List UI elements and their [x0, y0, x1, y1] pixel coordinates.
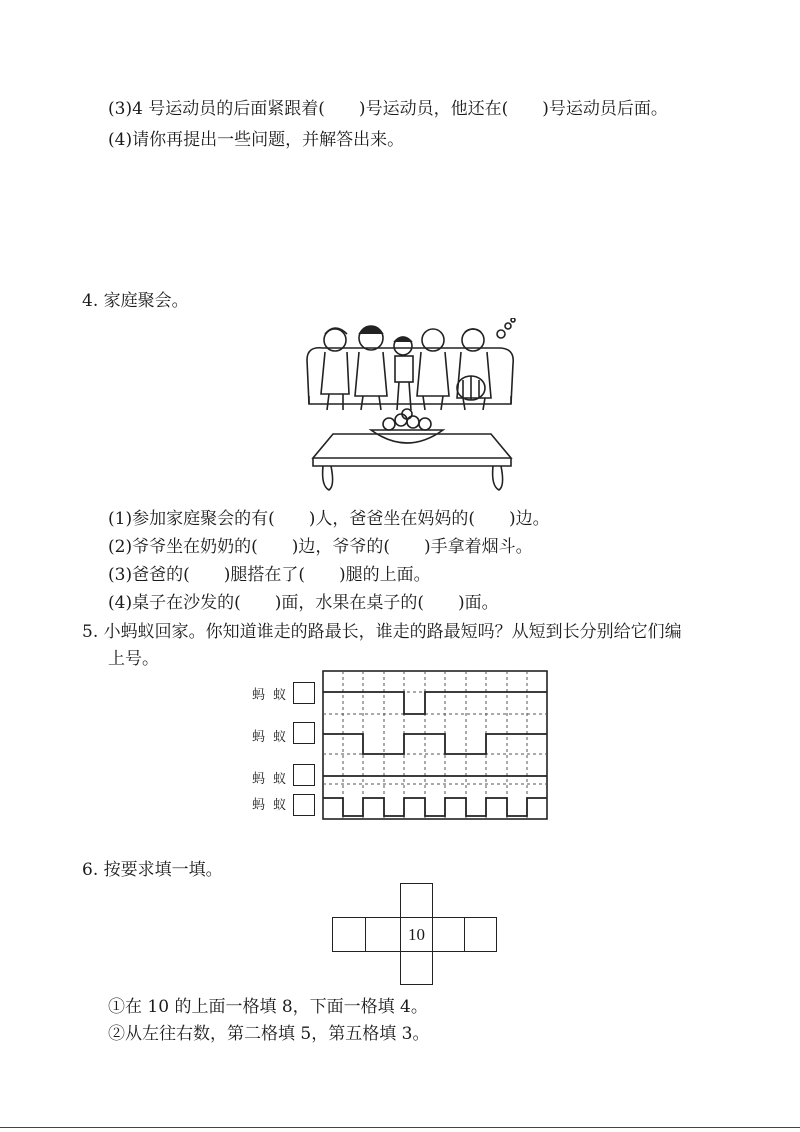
cross-cell[interactable]: [432, 917, 465, 952]
question-4-2: (2)爷爷坐在奶奶的( )边，爷爷的( )手拿着烟斗。: [108, 537, 533, 557]
cross-cell-top[interactable]: [400, 883, 433, 918]
ant-number-box[interactable]: [293, 722, 315, 744]
question-3-4: (4)请你再提出一些问题，并解答出来。: [108, 130, 405, 150]
section-6-heading: 6. 按要求填一填。: [82, 860, 223, 880]
question-4-1: (1)参加家庭聚会的有( )人，爸爸坐在妈妈的( )边。: [108, 509, 550, 529]
ant-label: 蚂 蚁: [252, 798, 289, 813]
cross-cell-bottom[interactable]: [400, 951, 433, 985]
ant-label: 蚂 蚁: [252, 688, 289, 703]
cross-cell-center: 10: [400, 917, 433, 952]
ant-number-box[interactable]: [293, 764, 315, 786]
question-3-3: (3)4 号运动员的后面紧跟着( )号运动员，他还在( )号运动员后面。: [108, 99, 668, 119]
section-5-heading-cont: 上号。: [108, 649, 159, 669]
question-4-3: (3)爸爸的( )腿搭在了( )腿的上面。: [108, 565, 431, 585]
ant-number-box[interactable]: [293, 682, 315, 704]
cross-cell[interactable]: [365, 917, 401, 952]
question-4-4: (4)桌子在沙发的( )面，水果在桌子的( )面。: [108, 593, 499, 613]
cross-cell[interactable]: [332, 917, 366, 952]
instruction-2: ②从左往右数，第二格填 5，第五格填 3。: [108, 1024, 430, 1044]
instruction-1: ①在 10 的上面一格填 8，下面一格填 4。: [108, 997, 428, 1017]
cross-cell[interactable]: [464, 917, 497, 952]
ant-path-grid: [322, 670, 548, 820]
ant-label: 蚂 蚁: [252, 730, 289, 745]
footer-rule: [0, 1127, 800, 1128]
section-4-heading: 4. 家庭聚会。: [82, 291, 189, 311]
ant-label: 蚂 蚁: [252, 772, 289, 787]
ant-number-box[interactable]: [293, 794, 315, 816]
family-gathering-illustration: [303, 318, 521, 500]
section-5-heading: 5. 小蚂蚁回家。你知道谁走的路最长，谁走的路最短吗？从短到长分别给它们编: [82, 622, 682, 642]
